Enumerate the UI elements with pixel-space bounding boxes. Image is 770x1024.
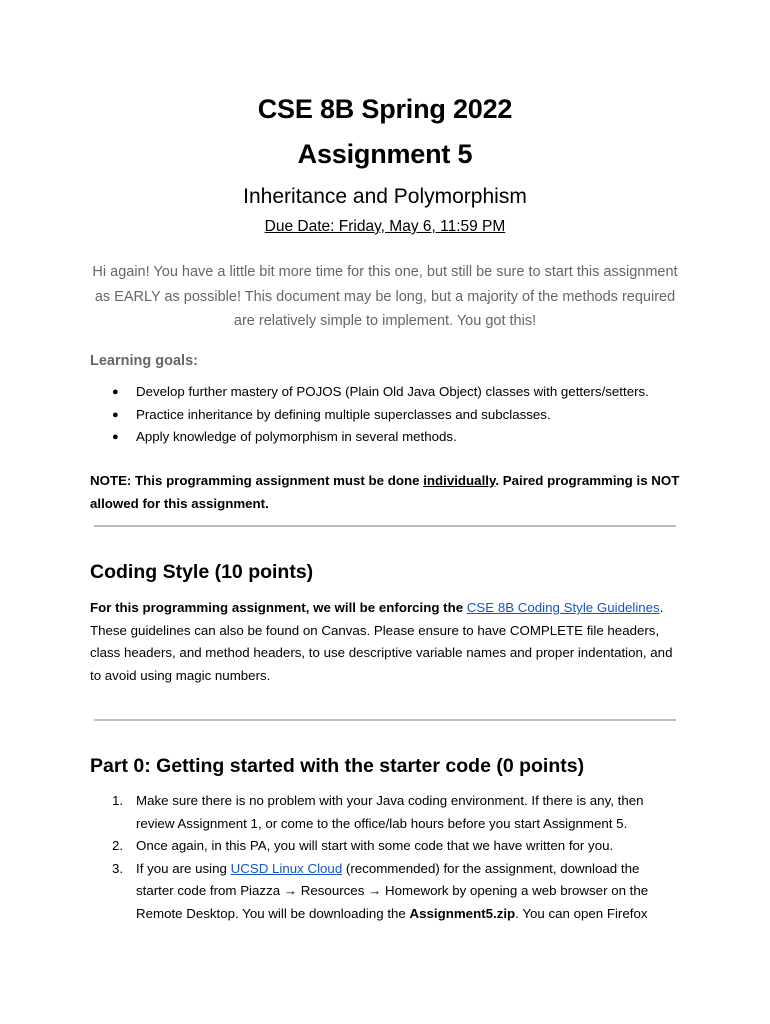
note-text: NOTE: This programming assignment must be done (90, 473, 424, 488)
learning-goal-item (90, 404, 690, 427)
step-text: If you are using (136, 860, 231, 876)
step-item (90, 858, 680, 926)
step-text-continued: (recommended) for the assignment, download the starter code from Piazza → Resources → Homework by opening a web browser on the Remote Desktop. You will be downloading the (136, 860, 649, 921)
bullet-icon: ● (112, 386, 119, 398)
part0-steps-list (90, 790, 680, 925)
step-number: 1. (112, 793, 124, 808)
note-text-end: . Paired programming is NOT allowed for this assignment. (90, 473, 680, 511)
assignment-subtitle: Inheritance and Polymorphism (243, 185, 527, 208)
step-text: Make sure there is no problem with your Java coding environment. If there is any, then review Assignment 1, or come to the office/lab hours before you start Assignment 5. (136, 793, 644, 831)
due-date-row (0, 218, 770, 236)
coding-style-paragraph (90, 597, 680, 687)
step-item (90, 790, 680, 835)
step-number: 3. (112, 860, 124, 876)
learning-goal-item (90, 381, 690, 404)
learning-goals-list (90, 381, 690, 449)
course-title: CSE 8B Spring 2022 (257, 94, 513, 124)
bullet-icon: ● (112, 431, 119, 443)
step-item (90, 835, 680, 858)
starter-zip-filename: Assignment5.zip (409, 905, 516, 921)
coding-style-text-end: . These guidelines can also be found on Canvas. Please ensure to have COMPLETE file headers, class headers, and method headers, to use descriptive variable names and proper indentation, and to avoid using magic numbers. (90, 600, 673, 683)
part0-heading: Part 0: Getting started with the starter code (0 points) (90, 755, 585, 777)
individual-work-note (90, 470, 680, 515)
assignment-title: Assignment 5 (297, 139, 473, 169)
bullet-icon: ● (112, 408, 119, 421)
coding-style-heading: Coding Style (10 points) (90, 561, 314, 583)
ucsd-linux-cloud-link[interactable]: UCSD Linux Cloud (230, 860, 343, 876)
step-text: Once again, in this PA, you will start with some code that we have written for you. (136, 838, 614, 853)
due-date: Due Date: Friday, May 6, 11:59 PM (264, 218, 506, 235)
learning-goal-text: Practice inheritance by defining multiple superclasses and subclasses. (136, 406, 551, 422)
learning-goal-text: Develop further mastery of POJOS (Plain Old Java Object) classes with getters/setters. (136, 384, 649, 399)
coding-style-text: For this programming assignment, we will be enforcing the (90, 600, 467, 615)
section-divider (94, 719, 676, 721)
note-emphasis: individually (423, 473, 496, 488)
coding-style-guidelines-link[interactable]: CSE 8B Coding Style Guidelines (466, 600, 660, 615)
learning-goals-label: Learning goals: (90, 353, 198, 369)
step-text-end: . You can open Firefox (515, 905, 648, 921)
learning-goal-text: Apply knowledge of polymorphism in several methods. (136, 429, 457, 444)
learning-goal-item (90, 426, 690, 449)
step-number: 2. (112, 838, 124, 853)
intro-paragraph: Hi again! You have a little bit more time for this one, but still be sure to start this assignment as EARLY as possible! This document may be long, but a majority of the methods required are relatively simple to implement. You got this! (92, 264, 678, 329)
section-divider (94, 525, 676, 527)
